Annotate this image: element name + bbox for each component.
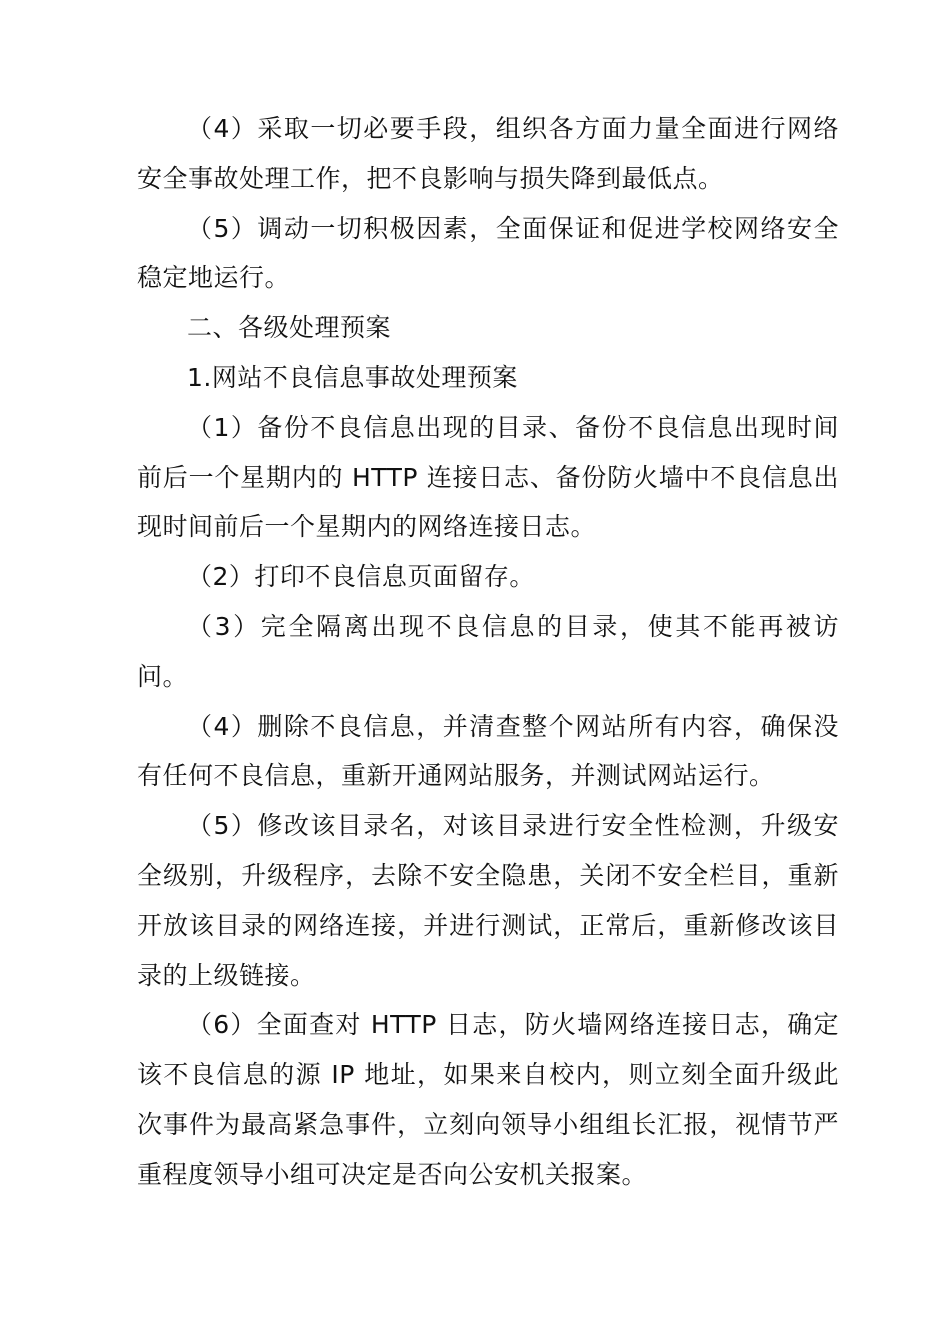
paragraph-item-5-stability: （5）调动一切积极因素，全面保证和促进学校网络安全稳定地运行。: [137, 213, 839, 293]
paragraph-step-5-rename: （5）修改该目录名，对该目录进行安全性检测，升级安全级别，升级程序，去除不安全隐患，关闭不安全栏目，重新开放该目录的网络连接，并进行测试，正常后，重新修改该目录的上级链接。: [137, 811, 839, 990]
paragraph-step-3-isolate: （3）完全隔离出现不良信息的目录，使其不能再被访问。: [137, 611, 839, 691]
paragraph-step-6-audit: （6）全面查对 HTTP 日志，防火墙网络连接日志，确定该不良信息的源 IP 地址，如果来自校内，则立刻全面升级此次事件为最高紧急事件，立刻向领导小组组长汇报，视情节严重程度领导小组可决定是否向公安机关报案。: [137, 1010, 839, 1189]
paragraph-step-2-print: （2）打印不良信息页面留存。: [187, 562, 535, 592]
subsection-heading: 1.网站不良信息事故处理预案: [187, 362, 518, 392]
section-heading: 二、各级处理预案: [187, 313, 392, 343]
paragraph-item-4-measures: （4）采取一切必要手段，组织各方面力量全面进行网络安全事故处理工作，把不良影响与损失降到最低点。: [137, 114, 839, 193]
paragraph-step-4-delete: （4）删除不良信息，并清查整个网站所有内容，确保没有任何不良信息，重新开通网站服务，并测试网站运行。: [137, 711, 839, 791]
document-body: [137, 104, 839, 1200]
paragraph-step-1-backup: （1）备份不良信息出现的目录、备份不良信息出现时间前后一个星期内的 HTTP 连接日志、备份防火墙中不良信息出现时间前后一个星期内的网络连接日志。: [137, 412, 839, 542]
